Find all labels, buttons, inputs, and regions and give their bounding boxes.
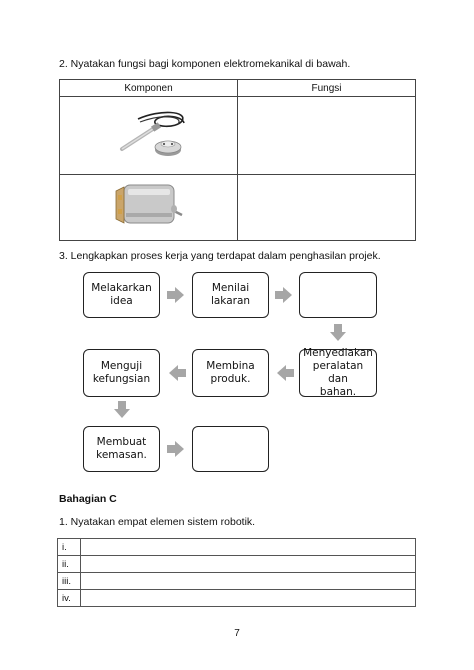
thermostat-sensor-icon [60, 97, 236, 169]
process-box-4: Menyediakan peralatan dan bahan. [299, 349, 377, 397]
process-box-6: Menguji kefungsian [83, 349, 160, 397]
component-image-cell [60, 97, 238, 175]
answer-field[interactable] [81, 556, 416, 573]
header-komponen: Komponen [60, 80, 238, 97]
answer-table [57, 538, 416, 607]
answer-field[interactable] [81, 590, 416, 607]
answer-field[interactable] [81, 539, 416, 556]
question-2-text: 2. Nyatakan fungsi bagi komponen elektromekanikal di bawah. [59, 58, 351, 70]
row-label: ii. [58, 556, 81, 573]
row-label: iii. [58, 573, 81, 590]
process-box-2: Menilai lakaran [192, 272, 269, 318]
question-1-text: 1. Nyatakan empat elemen sistem robotik. [59, 516, 256, 528]
arrow-down-icon [330, 324, 346, 342]
arrow-left-icon [276, 365, 294, 381]
arrow-down-icon [114, 401, 130, 419]
row-label: i. [58, 539, 81, 556]
component-table [59, 79, 416, 241]
process-box-7: Membuat kemasan. [83, 426, 160, 472]
arrow-right-icon [167, 287, 185, 303]
table-row [60, 97, 416, 175]
arrow-left-icon [168, 365, 186, 381]
section-title: Bahagian C [59, 493, 117, 505]
page-number: 7 [234, 628, 240, 639]
process-box-3-blank[interactable] [299, 272, 377, 318]
header-fungsi: Fungsi [238, 80, 416, 97]
table-row [58, 573, 416, 590]
arrow-right-icon [167, 441, 185, 457]
table-row [58, 556, 416, 573]
component-image-cell [60, 175, 238, 241]
process-box-1: Melakarkan idea [83, 272, 160, 318]
arrow-right-icon [275, 287, 293, 303]
table-row [60, 175, 416, 241]
process-box-8-blank[interactable] [192, 426, 269, 472]
dc-motor-icon [60, 175, 236, 235]
answer-field[interactable] [81, 573, 416, 590]
table-row [58, 590, 416, 607]
process-box-5: Membina produk. [192, 349, 269, 397]
question-3-text: 3. Lengkapkan proses kerja yang terdapat dalam penghasilan projek. [59, 250, 381, 262]
row-label: iv. [58, 590, 81, 607]
fungsi-answer-cell-1[interactable] [238, 97, 416, 175]
table-row [58, 539, 416, 556]
fungsi-answer-cell-2[interactable] [238, 175, 416, 241]
